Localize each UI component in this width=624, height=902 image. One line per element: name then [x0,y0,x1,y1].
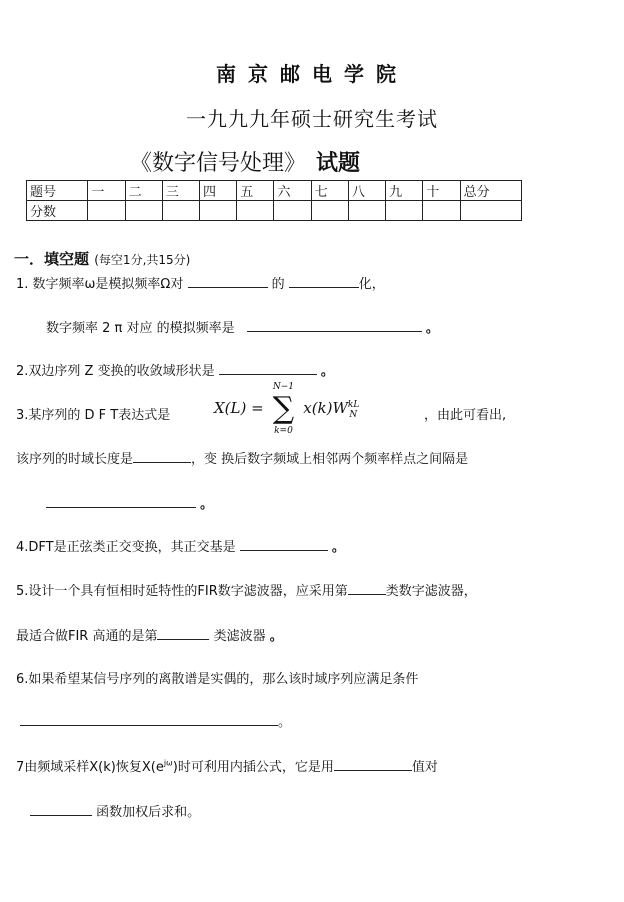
answer-blank[interactable] [157,625,209,640]
sigma-symbol: ∑ [272,391,295,426]
score-table [26,180,522,221]
question-5a [16,580,477,599]
question-text: 2.双边序列 Z 变换的收敛域形状是 [16,364,215,379]
answer-blank[interactable] [20,711,278,726]
question-text: 5.设计一个具有恒相时延特性的FIR数字滤波器，应采用第 [16,584,348,599]
score-cell: 七 [311,181,348,201]
exam-title: 一九九九年硕士研究生考试 [186,107,438,131]
score-entry-cell[interactable] [386,201,423,221]
answer-blank[interactable] [348,580,386,595]
question-text: 类滤波器 [213,629,266,644]
question-text: 4.DFT是正弦类正交变换，其正交基是 [16,540,236,555]
score-entry-cell[interactable] [274,201,311,221]
score-entry-cell[interactable] [348,201,385,221]
question-text: )时可利用内插公式，它是用 [172,760,334,775]
school-name: 南京邮电学院 [216,62,408,86]
question-text: 类数字滤波器， [385,584,477,599]
answer-blank[interactable] [133,448,191,463]
score-cell: 十 [423,181,460,201]
section-note: (每空1分,共15分) [94,253,191,267]
question-text: 最适合做FIR 高通的是第 [16,629,158,644]
question-4 [16,536,345,555]
section-heading [14,248,190,269]
score-cell: 总分 [460,181,521,201]
section-title: 一．填空题 [14,250,90,268]
question-text: 。 [278,715,292,730]
question-text: 7由频域采样X(k)恢复X(e [16,760,164,775]
question-text: 。 [200,497,214,512]
score-entry-cell[interactable] [125,201,162,221]
sum-lower-limit: k=0 [274,426,293,436]
paper-label: 试题 [316,150,361,176]
formula-subscript: N [349,410,358,420]
dft-formula [214,382,360,436]
question-text: ，变 换后数字频域上相邻两个频率样点之间隔是 [191,452,469,467]
question-1a [16,273,385,292]
question-text: 。 [425,321,439,336]
question-text: 1. 数字频率ω是模拟频率Ω对 [16,277,184,292]
question-text: 。 [320,364,334,379]
question-text: 该序列的时域长度是 [16,452,134,467]
score-cell: 八 [348,181,385,201]
score-cell: 四 [200,181,237,201]
question-3b [16,448,468,467]
score-entry-cell[interactable] [88,201,125,221]
question-text: 化， [358,277,385,292]
score-cell: 一 [88,181,125,201]
question-2 [16,360,334,379]
question-3-prompt: 3.某序列的 D F T表达式是 [16,408,171,423]
answer-blank[interactable] [247,317,422,332]
answer-blank[interactable] [289,273,359,288]
question-text: 的 [271,277,285,292]
answer-blank[interactable] [240,536,328,551]
question-text: 值对 [411,760,438,775]
score-entry-cell[interactable] [200,201,237,221]
score-table-header-row [27,181,522,201]
score-cell: 三 [162,181,199,201]
score-row-label: 分数 [27,201,88,221]
score-entry-cell[interactable] [423,201,460,221]
answer-blank[interactable] [219,360,317,375]
question-1b [46,317,439,336]
answer-blank[interactable] [188,273,268,288]
sum-upper-limit: N−1 [272,382,295,392]
question-text: 数字频率 2 π 对应 的模拟频率是 [46,321,235,336]
score-cell: 六 [274,181,311,201]
score-entry-cell[interactable] [460,201,521,221]
formula-lhs: X(L) = [214,399,264,417]
course-name: 《数字信号处理》 [130,151,307,176]
score-cell: 九 [386,181,423,201]
formula-exponent: kL [347,400,360,410]
question-3-tail: ，由此可看出, [424,408,507,423]
question-6-answer [20,711,291,730]
score-entry-cell[interactable] [237,201,274,221]
score-table-score-row [27,201,522,221]
question-6: 6.如果希望某信号序列的离散谱是实偶的，那么该时域序列应满足条件 [16,672,419,687]
summation [268,382,298,436]
question-7a [16,756,438,775]
answer-blank[interactable] [46,493,196,508]
answer-blank[interactable] [334,756,412,771]
score-entry-cell[interactable] [162,201,199,221]
question-3c [46,493,213,512]
score-cell: 题号 [27,181,88,201]
paper-title [130,146,360,177]
question-text: 。 [269,629,283,644]
question-7b [30,801,200,820]
question-text: 函数加权后求和。 [96,805,201,820]
score-cell: 二 [125,181,162,201]
question-superscript: jω [163,758,173,768]
question-text: 。 [331,540,345,555]
answer-blank[interactable] [30,801,92,816]
score-entry-cell[interactable] [311,201,348,221]
formula-rhs: x(k)W [303,399,348,417]
question-5b [16,625,283,644]
score-cell: 五 [237,181,274,201]
